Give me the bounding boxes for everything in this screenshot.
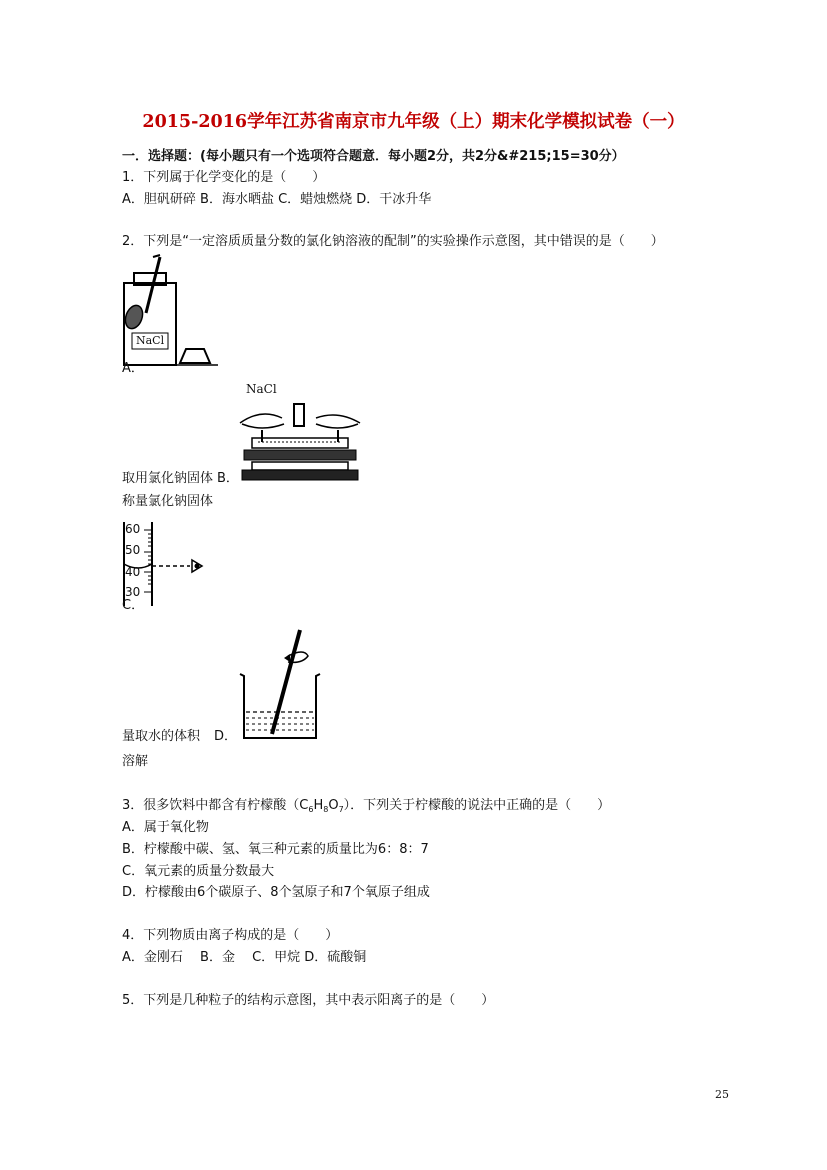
question-5-stem: 5．下列是几种粒子的结构示意图，其中表示阳离子的是（ ） [122,993,495,1008]
question-3-option-d: D．柠檬酸由6个碳原子、8个氢原子和7个氧原子组成 [122,885,430,900]
formula-subscript: 6 [308,805,314,814]
cylinder-tick-30: 30 [125,585,141,599]
page-title: 2015-2016学年江苏省南京市九年级（上）期末化学模拟试卷（一） [142,112,685,132]
cylinder-tick-50: 50 [125,543,141,557]
beaker-figure [236,626,326,744]
page-number: 25 [715,1088,729,1101]
section-heading: 一．选择题：(每小题只有一个选项符合题意．每小题2分，共2分&#215;15=30分） [122,149,625,164]
question-4-stem: 4．下列物质由离子构成的是（ ） [122,928,339,943]
question-1-stem: 1．下列属于化学变化的是（ ） [122,170,326,185]
question-3-option-b: B．柠檬酸中碳、氢、氧三种元素的质量比为6：8：7 [122,842,429,857]
question-2-option-c-caption: 量取水的体积 [122,729,201,744]
question-3-stem-part: 3．很多饮料中都含有柠檬酸（C [122,798,309,813]
question-3-option-a: A．属于氧化物 [122,820,209,835]
question-2-option-d-letter: D． [214,729,238,744]
question-2-option-a-letter: A． [122,361,144,376]
question-4-options: A．金刚石 B．金 C．甲烷 D．硫酸铜 [122,950,367,965]
formula-element: O [328,798,339,813]
formula-subscript: 8 [323,805,329,814]
formula-subscript: 7 [338,805,344,814]
question-2-stem: 2．下列是“一定溶质质量分数的氯化钠溶液的配制”的实验操作示意图，其中错误的是（ ） [122,234,664,249]
formula-element: H [313,798,324,813]
question-2-option-d-caption: 溶解 [122,754,149,769]
question-3-stem-part: ）．下列关于柠檬酸的说法中正确的是（ ） [343,798,611,813]
question-3-stem [122,794,610,814]
bottle-label: NaCl [136,334,165,347]
question-3-option-c: C．氧元素的质量分数最大 [122,864,275,879]
balance-label: NaCl [246,382,277,396]
question-2-option-b-letter: B． [217,471,239,486]
reagent-bottle-figure [118,255,228,370]
question-2-option-b-caption: 称量氯化钠固体 [122,494,214,509]
question-2-option-a-caption: 取用氯化钠固体 [122,471,214,486]
question-2-option-c-letter: C． [122,598,145,613]
cylinder-tick-60: 60 [125,522,141,536]
cylinder-tick-40: 40 [125,565,141,579]
question-1-options: A．胆矾研碎 B．海水晒盐 C．蜡烛燃烧 D．干冰升华 [122,192,432,207]
